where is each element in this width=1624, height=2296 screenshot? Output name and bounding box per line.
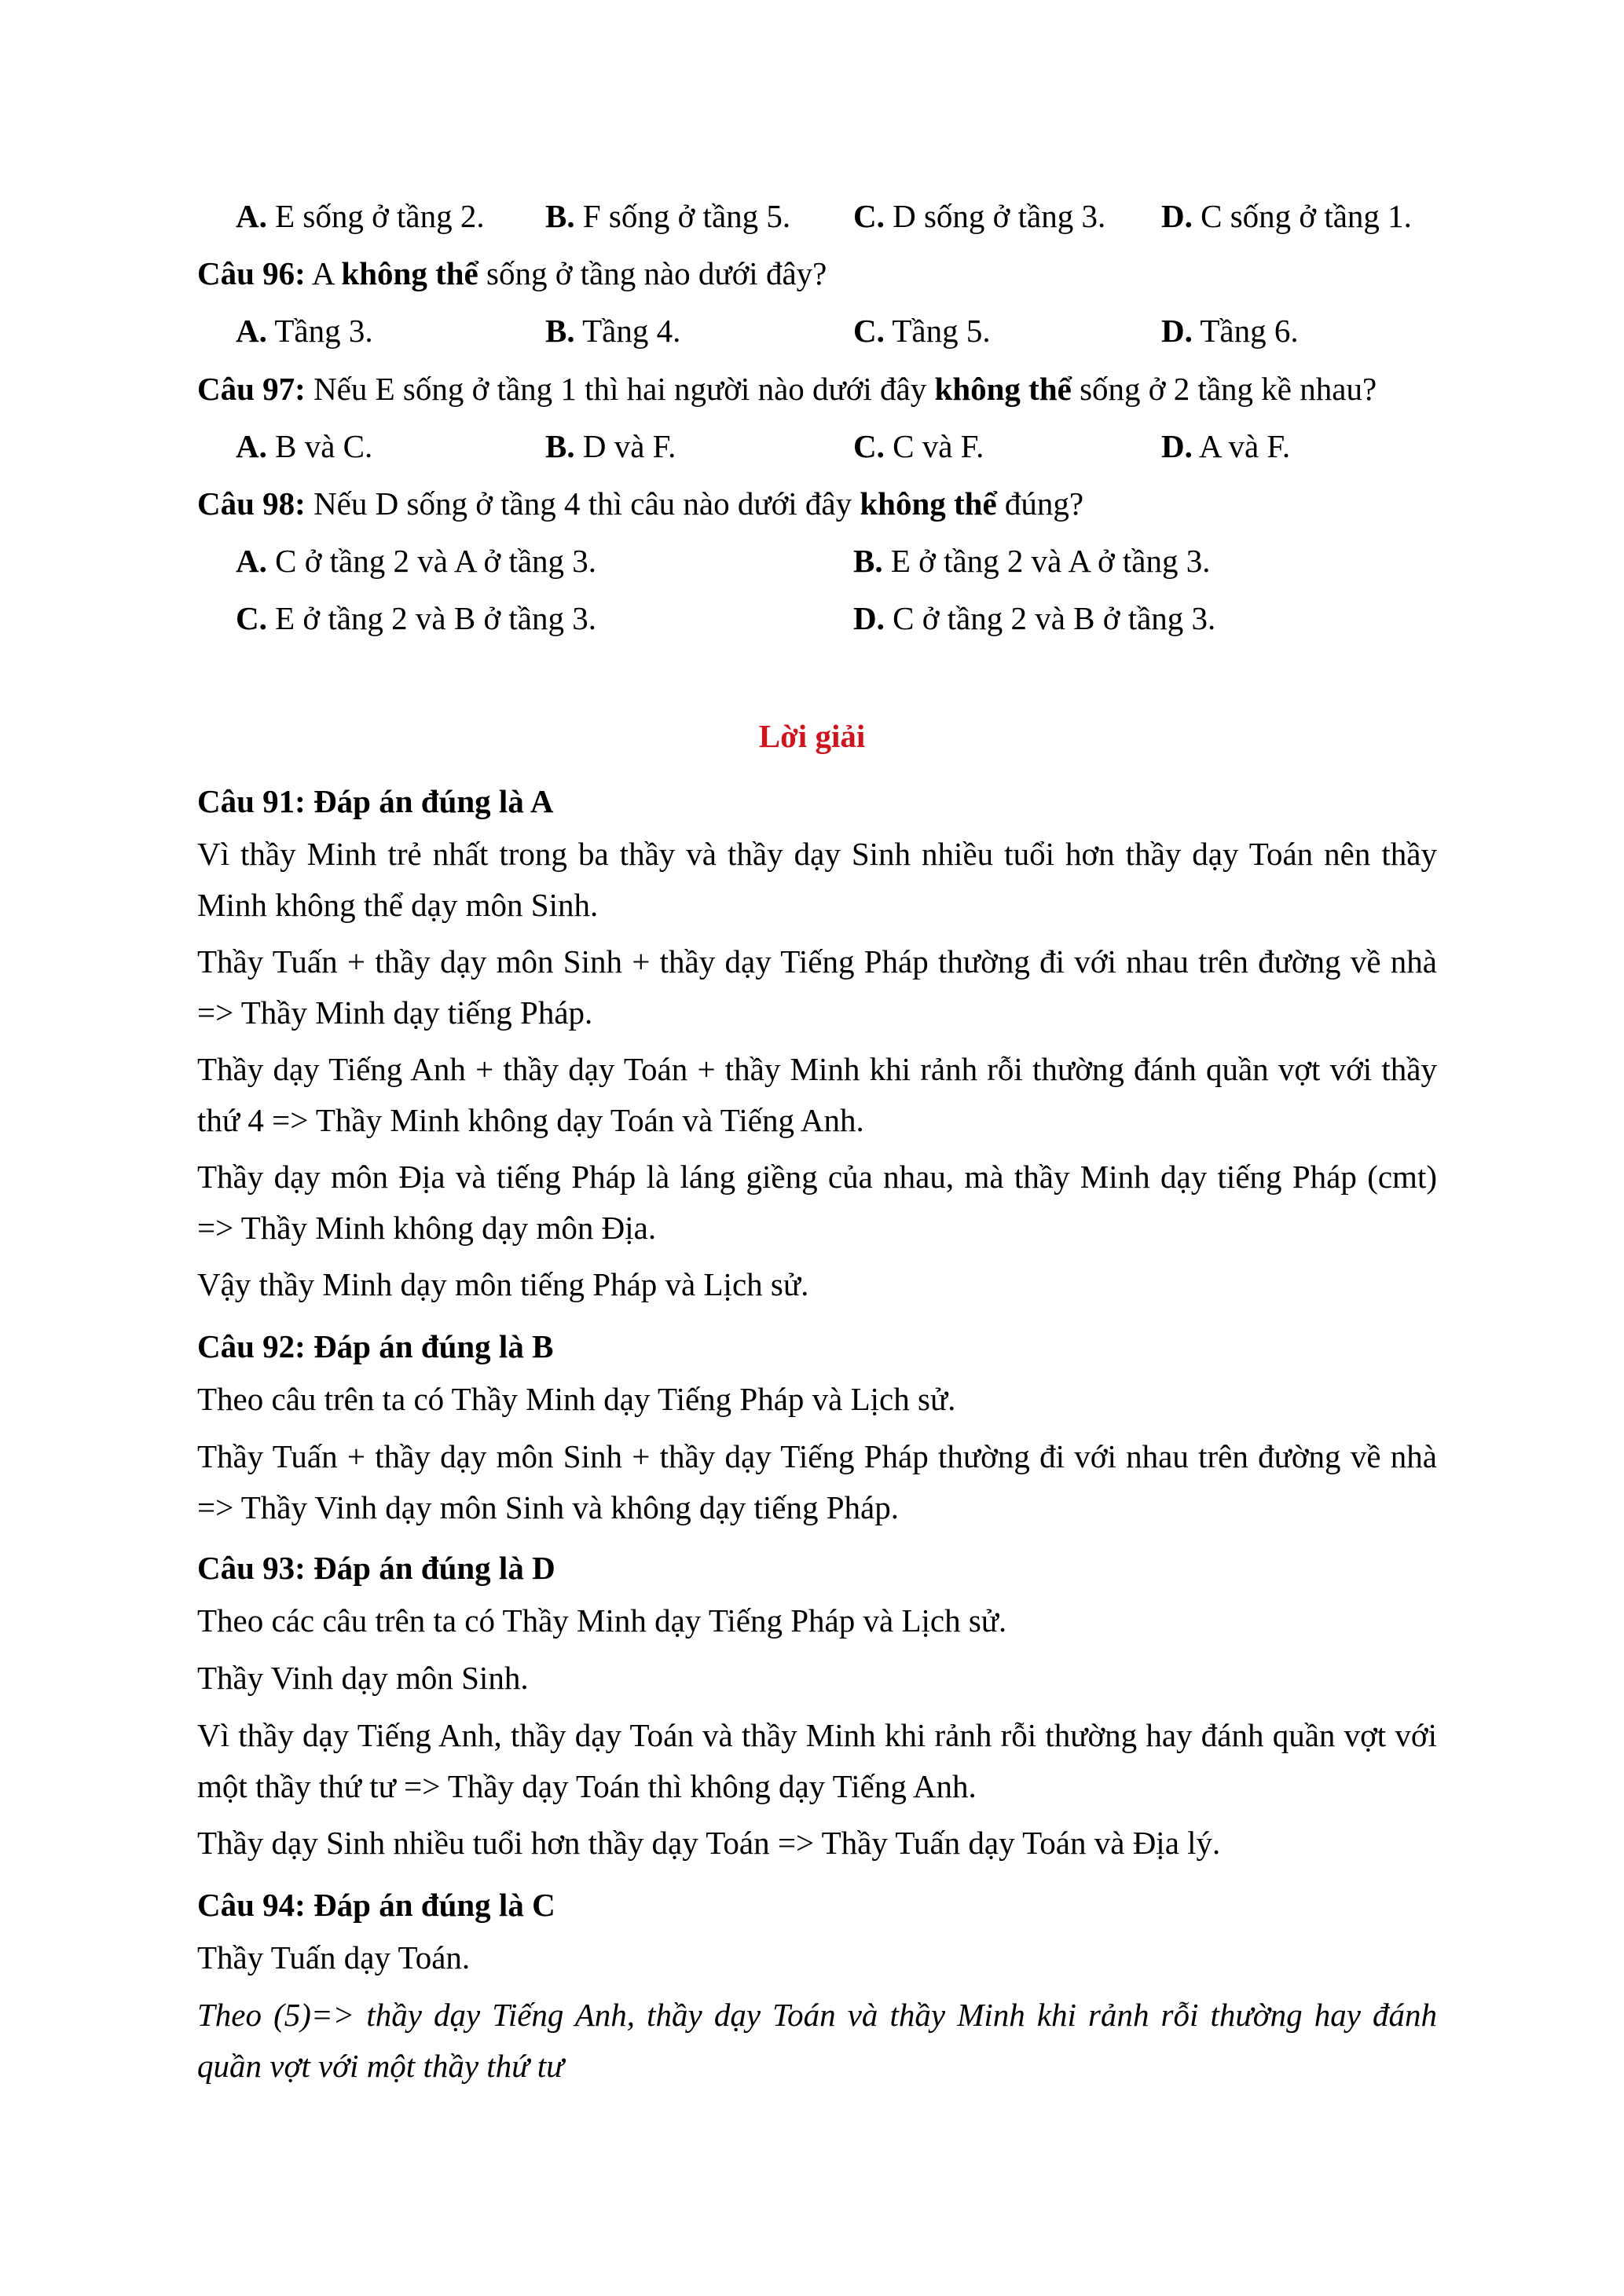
answer-94-heading: Câu 94: Đáp án đúng là C <box>197 1887 555 1923</box>
answer-91-paragraph-4: Thầy dạy môn Địa và tiếng Pháp là láng giềng của nhau, mà thầy Minh dạy tiếng Pháp (cmt) => Thầy Minh không dạy môn Địa. <box>197 1159 1437 1246</box>
q95-option-d: D. C sống ở tầng 1. <box>1161 198 1412 234</box>
question-96: Câu 96: A không thể sống ở tầng nào dưới đây? <box>197 255 827 291</box>
answer-93-paragraph-2: Thầy Vinh dạy môn Sinh. <box>197 1660 529 1696</box>
answer-92-heading: Câu 92: Đáp án đúng là B <box>197 1328 554 1364</box>
answer-94-paragraph-1: Thầy Tuấn dạy Toán. <box>197 1939 471 1976</box>
q96-option-a: A. Tầng 3. <box>236 313 373 349</box>
question-98: Câu 98: Nếu D sống ở tầng 4 thì câu nào dưới đây không thể đúng? <box>197 485 1084 522</box>
answer-93-paragraph-1: Theo các câu trên ta có Thầy Minh dạy Tiếng Pháp và Lịch sử. <box>197 1602 1007 1639</box>
answer-91-paragraph-1: Vì thầy Minh trẻ nhất trong ba thầy và thầy dạy Sinh nhiều tuổi hơn thầy dạy Toán nên thầy Minh không thể dạy môn Sinh. <box>197 836 1437 923</box>
q96-option-d: D. Tầng 6. <box>1161 313 1299 349</box>
q95-option-b: B. F sống ở tầng 5. <box>545 198 791 234</box>
q98-option-a: A. C ở tầng 2 và A ở tầng 3. <box>236 543 597 579</box>
answer-92-paragraph-1: Theo câu trên ta có Thầy Minh dạy Tiếng Pháp và Lịch sử. <box>197 1381 956 1417</box>
answer-93-heading: Câu 93: Đáp án đúng là D <box>197 1550 555 1586</box>
answer-91-paragraph-2: Thầy Tuấn + thầy dạy môn Sinh + thầy dạy Tiếng Pháp thường đi với nhau trên đường về nhà => Thầy Minh dạy tiếng Pháp. <box>197 943 1437 1031</box>
answer-91-heading: Câu 91: Đáp án đúng là A <box>197 783 554 819</box>
q98-option-d: D. C ở tầng 2 và B ở tầng 3. <box>853 600 1216 636</box>
q97-option-c: C. C và F. <box>853 428 984 464</box>
answer-94-paragraph-2: Theo (5)=> thầy dạy Tiếng Anh, thầy dạy Toán và thầy Minh khi rảnh rỗi thường hay đánh quần vợt với một thầy thứ tư <box>197 1997 1437 2084</box>
answer-92-paragraph-2: Thầy Tuấn + thầy dạy môn Sinh + thầy dạy Tiếng Pháp thường đi với nhau trên đường về nhà => Thầy Vinh dạy môn Sinh và không dạy tiếng Pháp. <box>197 1438 1437 1525</box>
q96-option-b: B. Tầng 4. <box>545 313 681 349</box>
question-97: Câu 97: Nếu E sống ở tầng 1 thì hai người nào dưới đây không thể sống ở 2 tầng kề nhau? <box>197 371 1377 407</box>
answer-93-paragraph-4: Thầy dạy Sinh nhiều tuổi hơn thầy dạy Toán => Thầy Tuấn dạy Toán và Địa lý. <box>197 1825 1221 1861</box>
q97-option-a: A. B và C. <box>236 428 373 464</box>
answer-93-paragraph-3: Vì thầy dạy Tiếng Anh, thầy dạy Toán và thầy Minh khi rảnh rỗi thường hay đánh quần vợt với một thầy thứ tư => Thầy dạy Toán thì không dạy Tiếng Anh. <box>197 1717 1437 1804</box>
answer-91-paragraph-5: Vậy thầy Minh dạy môn tiếng Pháp và Lịch sử. <box>197 1266 809 1302</box>
answer-91-paragraph-3: Thầy dạy Tiếng Anh + thầy dạy Toán + thầy Minh khi rảnh rỗi thường đánh quần vợt với thầy thứ 4 => Thầy Minh không dạy Toán và Tiếng Anh. <box>197 1051 1437 1138</box>
q97-option-b: B. D và F. <box>545 428 676 464</box>
q95-option-a: A. E sống ở tầng 2. <box>236 198 485 234</box>
q96-option-c: C. Tầng 5. <box>853 313 991 349</box>
solution-title: Lời giải <box>758 718 866 754</box>
q95-option-c: C. D sống ở tầng 3. <box>853 198 1106 234</box>
q97-option-d: D. A và F. <box>1161 428 1291 464</box>
q98-option-c: C. E ở tầng 2 và B ở tầng 3. <box>236 600 596 636</box>
q98-option-b: B. E ở tầng 2 và A ở tầng 3. <box>853 543 1211 579</box>
